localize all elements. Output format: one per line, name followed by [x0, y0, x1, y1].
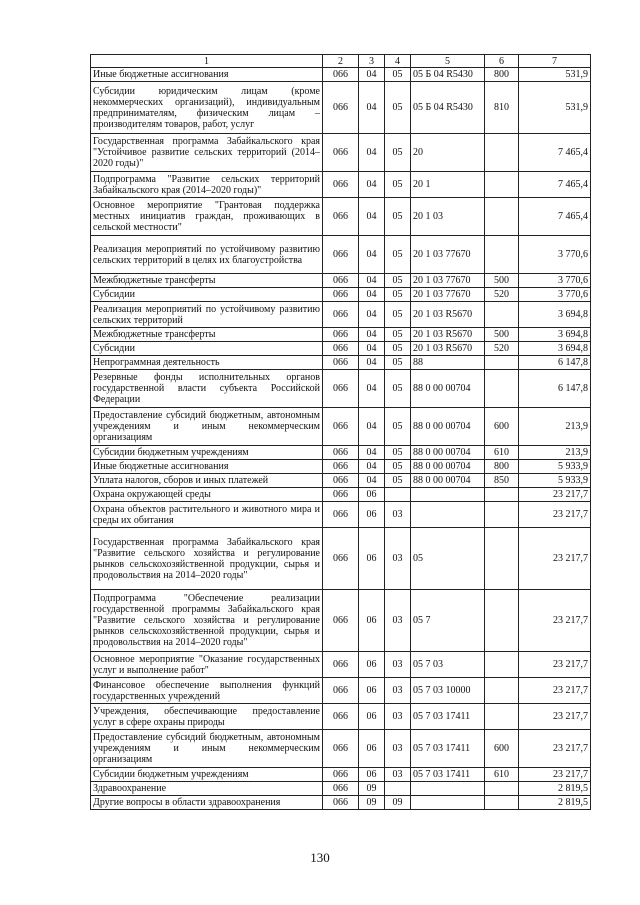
ministry-code-cell: 066	[323, 782, 359, 796]
target-article-cell	[411, 488, 485, 502]
expense-type-cell	[485, 502, 519, 528]
amount-cell: 6 147,8	[519, 356, 591, 370]
expense-type-cell	[485, 652, 519, 678]
subsection-code-cell: 03	[385, 704, 411, 730]
table-row	[91, 590, 591, 652]
amount-cell: 5 933,9	[519, 474, 591, 488]
row-name-cell: Реализация мероприятий по устойчивому развитию сельских территорий	[91, 302, 323, 328]
subsection-code-cell: 05	[385, 236, 411, 274]
row-name-cell: Иные бюджетные ассигнования	[91, 460, 323, 474]
ministry-code-cell: 066	[323, 768, 359, 782]
expense-type-cell: 500	[485, 328, 519, 342]
section-code-cell: 04	[359, 288, 385, 302]
row-name-cell: Охрана объектов растительного и животного мира и среды их обитания	[91, 502, 323, 528]
table-row	[91, 488, 591, 502]
row-name-cell: Резервные фонды исполнительных органов государственной власти субъекта Российской Федерации	[91, 370, 323, 408]
table-row	[91, 528, 591, 590]
column-header: 5	[411, 55, 485, 68]
amount-cell: 23 217,7	[519, 652, 591, 678]
amount-cell: 3 694,8	[519, 328, 591, 342]
subsection-code-cell: 05	[385, 172, 411, 198]
row-name-cell: Государственная программа Забайкальского края "Развитие сельского хозяйства и регулирование рынков сельскохозяйственной продукции, сырья и продовольствия на 2014–2020 годы"	[91, 528, 323, 590]
amount-cell: 23 217,7	[519, 768, 591, 782]
target-article-cell: 20 1 03 R5670	[411, 328, 485, 342]
amount-cell: 23 217,7	[519, 704, 591, 730]
ministry-code-cell: 066	[323, 172, 359, 198]
target-article-cell	[411, 796, 485, 810]
column-header: 3	[359, 55, 385, 68]
ministry-code-cell: 066	[323, 730, 359, 768]
expense-type-cell: 600	[485, 408, 519, 446]
ministry-code-cell: 066	[323, 328, 359, 342]
column-header: 2	[323, 55, 359, 68]
subsection-code-cell: 05	[385, 198, 411, 236]
section-code-cell: 04	[359, 408, 385, 446]
subsection-code-cell: 05	[385, 328, 411, 342]
subsection-code-cell: 05	[385, 474, 411, 488]
table-row	[91, 134, 591, 172]
target-article-cell: 88 0 00 00704	[411, 408, 485, 446]
section-code-cell: 04	[359, 236, 385, 274]
table-row	[91, 474, 591, 488]
expense-type-cell	[485, 528, 519, 590]
row-name-cell: Иные бюджетные ассигнования	[91, 68, 323, 82]
target-article-cell	[411, 502, 485, 528]
target-article-cell: 20 1 03	[411, 198, 485, 236]
expense-type-cell: 600	[485, 730, 519, 768]
amount-cell: 3 694,8	[519, 342, 591, 356]
subsection-code-cell: 03	[385, 768, 411, 782]
subsection-code-cell: 05	[385, 68, 411, 82]
table-row	[91, 678, 591, 704]
section-code-cell: 09	[359, 782, 385, 796]
expense-type-cell	[485, 678, 519, 704]
table-row	[91, 236, 591, 274]
ministry-code-cell: 066	[323, 488, 359, 502]
subsection-code-cell: 05	[385, 370, 411, 408]
amount-cell: 6 147,8	[519, 370, 591, 408]
subsection-code-cell: 05	[385, 446, 411, 460]
column-header: 1	[91, 55, 323, 68]
expense-type-cell: 850	[485, 474, 519, 488]
ministry-code-cell: 066	[323, 678, 359, 704]
ministry-code-cell: 066	[323, 652, 359, 678]
table-row	[91, 172, 591, 198]
subsection-code-cell: 03	[385, 678, 411, 704]
row-name-cell: Учреждения, обеспечивающие предоставление услуг в сфере охраны природы	[91, 704, 323, 730]
target-article-cell: 05 7 03 17411	[411, 704, 485, 730]
section-code-cell: 06	[359, 652, 385, 678]
subsection-code-cell: 05	[385, 460, 411, 474]
subsection-code-cell: 05	[385, 408, 411, 446]
ministry-code-cell: 066	[323, 342, 359, 356]
subsection-code-cell: 03	[385, 652, 411, 678]
section-code-cell: 06	[359, 678, 385, 704]
target-article-cell: 88 0 00 00704	[411, 474, 485, 488]
subsection-code-cell: 05	[385, 288, 411, 302]
row-name-cell: Основное мероприятие "Грантовая поддержка местных инициатив граждан, проживающих в сельской местности"	[91, 198, 323, 236]
table-row	[91, 782, 591, 796]
expense-type-cell: 610	[485, 768, 519, 782]
amount-cell: 23 217,7	[519, 678, 591, 704]
section-code-cell: 04	[359, 342, 385, 356]
target-article-cell: 88	[411, 356, 485, 370]
amount-cell: 2 819,5	[519, 782, 591, 796]
ministry-code-cell: 066	[323, 68, 359, 82]
table-row	[91, 198, 591, 236]
row-name-cell: Подпрограмма "Развитие сельских территорий Забайкальского края (2014–2020 годы)"	[91, 172, 323, 198]
row-name-cell: Субсидии бюджетным учреждениям	[91, 446, 323, 460]
table-row	[91, 68, 591, 82]
target-article-cell: 88 0 00 00704	[411, 460, 485, 474]
ministry-code-cell: 066	[323, 302, 359, 328]
expense-type-cell	[485, 302, 519, 328]
target-article-cell: 88 0 00 00704	[411, 370, 485, 408]
expense-type-cell	[485, 356, 519, 370]
expense-type-cell	[485, 590, 519, 652]
table-row	[91, 82, 591, 134]
table-row	[91, 302, 591, 328]
amount-cell: 213,9	[519, 408, 591, 446]
target-article-cell: 20 1 03 77670	[411, 274, 485, 288]
column-header: 4	[385, 55, 411, 68]
table-row	[91, 652, 591, 678]
ministry-code-cell: 066	[323, 198, 359, 236]
section-code-cell: 04	[359, 356, 385, 370]
section-code-cell: 06	[359, 768, 385, 782]
subsection-code-cell: 03	[385, 730, 411, 768]
section-code-cell: 06	[359, 590, 385, 652]
ministry-code-cell: 066	[323, 82, 359, 134]
ministry-code-cell: 066	[323, 474, 359, 488]
ministry-code-cell: 066	[323, 460, 359, 474]
table-row	[91, 356, 591, 370]
table-row	[91, 704, 591, 730]
section-code-cell: 06	[359, 488, 385, 502]
subsection-code-cell: 03	[385, 590, 411, 652]
page-number: 130	[310, 850, 330, 865]
expense-type-cell	[485, 172, 519, 198]
ministry-code-cell: 066	[323, 796, 359, 810]
row-name-cell: Здравоохранение	[91, 782, 323, 796]
target-article-cell: 20 1 03 77670	[411, 288, 485, 302]
row-name-cell: Финансовое обеспечение выполнения функций государственных учреждений	[91, 678, 323, 704]
table-row	[91, 288, 591, 302]
section-code-cell: 04	[359, 172, 385, 198]
amount-cell: 5 933,9	[519, 460, 591, 474]
column-header: 7	[519, 55, 591, 68]
expense-type-cell: 800	[485, 460, 519, 474]
section-code-cell: 04	[359, 302, 385, 328]
table-row	[91, 328, 591, 342]
table-row	[91, 730, 591, 768]
row-name-cell: Непрограммная деятельность	[91, 356, 323, 370]
ministry-code-cell: 066	[323, 356, 359, 370]
section-code-cell: 04	[359, 460, 385, 474]
subsection-code-cell: 09	[385, 796, 411, 810]
section-code-cell: 09	[359, 796, 385, 810]
row-name-cell: Межбюджетные трансферты	[91, 274, 323, 288]
target-article-cell: 05 7 03	[411, 652, 485, 678]
expense-type-cell	[485, 488, 519, 502]
subsection-code-cell: 05	[385, 356, 411, 370]
ministry-code-cell: 066	[323, 408, 359, 446]
row-name-cell: Другие вопросы в области здравоохранения	[91, 796, 323, 810]
amount-cell: 3 770,6	[519, 288, 591, 302]
target-article-cell: 20	[411, 134, 485, 172]
section-code-cell: 06	[359, 502, 385, 528]
amount-cell: 2 819,5	[519, 796, 591, 810]
row-name-cell: Предоставление субсидий бюджетным, автономным учреждениям и иным некоммерческим организациям	[91, 408, 323, 446]
target-article-cell: 05 7 03 17411	[411, 768, 485, 782]
table-row	[91, 446, 591, 460]
section-code-cell: 04	[359, 82, 385, 134]
section-code-cell: 04	[359, 198, 385, 236]
section-code-cell: 06	[359, 730, 385, 768]
row-name-cell: Государственная программа Забайкальского края "Устойчивое развитие сельских территорий (2014–2020 годы)"	[91, 134, 323, 172]
amount-cell: 3 770,6	[519, 274, 591, 288]
section-code-cell: 04	[359, 328, 385, 342]
subsection-code-cell: 03	[385, 502, 411, 528]
subsection-code-cell: 05	[385, 82, 411, 134]
subsection-code-cell: 05	[385, 274, 411, 288]
table-row	[91, 274, 591, 288]
amount-cell: 23 217,7	[519, 590, 591, 652]
amount-cell: 7 465,4	[519, 198, 591, 236]
target-article-cell: 20 1 03 77670	[411, 236, 485, 274]
section-code-cell: 06	[359, 528, 385, 590]
expense-type-cell: 500	[485, 274, 519, 288]
row-name-cell: Охрана окружающей среды	[91, 488, 323, 502]
section-code-cell: 04	[359, 68, 385, 82]
ministry-code-cell: 066	[323, 446, 359, 460]
amount-cell: 23 217,7	[519, 488, 591, 502]
expense-type-cell	[485, 198, 519, 236]
row-name-cell: Субсидии	[91, 342, 323, 356]
expense-type-cell	[485, 782, 519, 796]
row-name-cell: Субсидии юридическим лицам (кроме некоммерческих организаций), индивидуальным предпринимателям, физическим лицам – производителям товаров, работ, услуг	[91, 82, 323, 134]
row-name-cell: Межбюджетные трансферты	[91, 328, 323, 342]
table-row	[91, 768, 591, 782]
expense-type-cell: 810	[485, 82, 519, 134]
amount-cell: 7 465,4	[519, 172, 591, 198]
amount-cell: 3 770,6	[519, 236, 591, 274]
budget-table	[90, 54, 591, 810]
amount-cell: 213,9	[519, 446, 591, 460]
subsection-code-cell: 05	[385, 302, 411, 328]
expense-type-cell	[485, 134, 519, 172]
subsection-code-cell: 05	[385, 342, 411, 356]
subsection-code-cell: 03	[385, 528, 411, 590]
table-row	[91, 502, 591, 528]
table-row	[91, 408, 591, 446]
row-name-cell: Субсидии	[91, 288, 323, 302]
table-row	[91, 460, 591, 474]
ministry-code-cell: 066	[323, 528, 359, 590]
target-article-cell: 20 1 03 R5670	[411, 342, 485, 356]
ministry-code-cell: 066	[323, 590, 359, 652]
subsection-code-cell	[385, 488, 411, 502]
expense-type-cell: 610	[485, 446, 519, 460]
row-name-cell: Реализация мероприятий по устойчивому развитию сельских территорий в целях их благоустройства	[91, 236, 323, 274]
row-name-cell: Субсидии бюджетным учреждениям	[91, 768, 323, 782]
expense-type-cell	[485, 704, 519, 730]
ministry-code-cell: 066	[323, 370, 359, 408]
table-row	[91, 342, 591, 356]
row-name-cell: Уплата налогов, сборов и иных платежей	[91, 474, 323, 488]
expense-type-cell	[485, 370, 519, 408]
section-code-cell: 04	[359, 446, 385, 460]
ministry-code-cell: 066	[323, 134, 359, 172]
expense-type-cell	[485, 796, 519, 810]
subsection-code-cell: 05	[385, 134, 411, 172]
amount-cell: 7 465,4	[519, 134, 591, 172]
ministry-code-cell: 066	[323, 236, 359, 274]
section-code-cell: 04	[359, 134, 385, 172]
amount-cell: 23 217,7	[519, 502, 591, 528]
amount-cell: 23 217,7	[519, 730, 591, 768]
row-name-cell: Предоставление субсидий бюджетным, автономным учреждениям и иным некоммерческим организациям	[91, 730, 323, 768]
ministry-code-cell: 066	[323, 288, 359, 302]
expense-type-cell: 520	[485, 342, 519, 356]
target-article-cell: 05 Б 04 R5430	[411, 82, 485, 134]
row-name-cell: Основное мероприятие "Оказание государственных услуг и выполнение работ"	[91, 652, 323, 678]
table-header-row	[91, 55, 591, 68]
target-article-cell: 20 1	[411, 172, 485, 198]
section-code-cell: 04	[359, 370, 385, 408]
ministry-code-cell: 066	[323, 704, 359, 730]
amount-cell: 3 694,8	[519, 302, 591, 328]
target-article-cell: 05	[411, 528, 485, 590]
expense-type-cell	[485, 236, 519, 274]
section-code-cell: 04	[359, 274, 385, 288]
subsection-code-cell	[385, 782, 411, 796]
amount-cell: 531,9	[519, 68, 591, 82]
table-row	[91, 370, 591, 408]
column-header: 6	[485, 55, 519, 68]
amount-cell: 23 217,7	[519, 528, 591, 590]
section-code-cell: 06	[359, 704, 385, 730]
ministry-code-cell: 066	[323, 274, 359, 288]
expense-type-cell: 520	[485, 288, 519, 302]
amount-cell: 531,9	[519, 82, 591, 134]
target-article-cell: 05 Б 04 R5430	[411, 68, 485, 82]
target-article-cell: 20 1 03 R5670	[411, 302, 485, 328]
target-article-cell: 05 7 03 17411	[411, 730, 485, 768]
target-article-cell: 05 7 03 10000	[411, 678, 485, 704]
target-article-cell: 05 7	[411, 590, 485, 652]
section-code-cell: 04	[359, 474, 385, 488]
expense-type-cell: 800	[485, 68, 519, 82]
row-name-cell: Подпрограмма "Обеспечение реализации государственной программы Забайкальского края "Развитие сельского хозяйства и регулирование рынков сельскохозяйственной продукции, сырья и продовольствия на 2014–2020 годы"	[91, 590, 323, 652]
target-article-cell	[411, 782, 485, 796]
table-row	[91, 796, 591, 810]
target-article-cell: 88 0 00 00704	[411, 446, 485, 460]
ministry-code-cell: 066	[323, 502, 359, 528]
